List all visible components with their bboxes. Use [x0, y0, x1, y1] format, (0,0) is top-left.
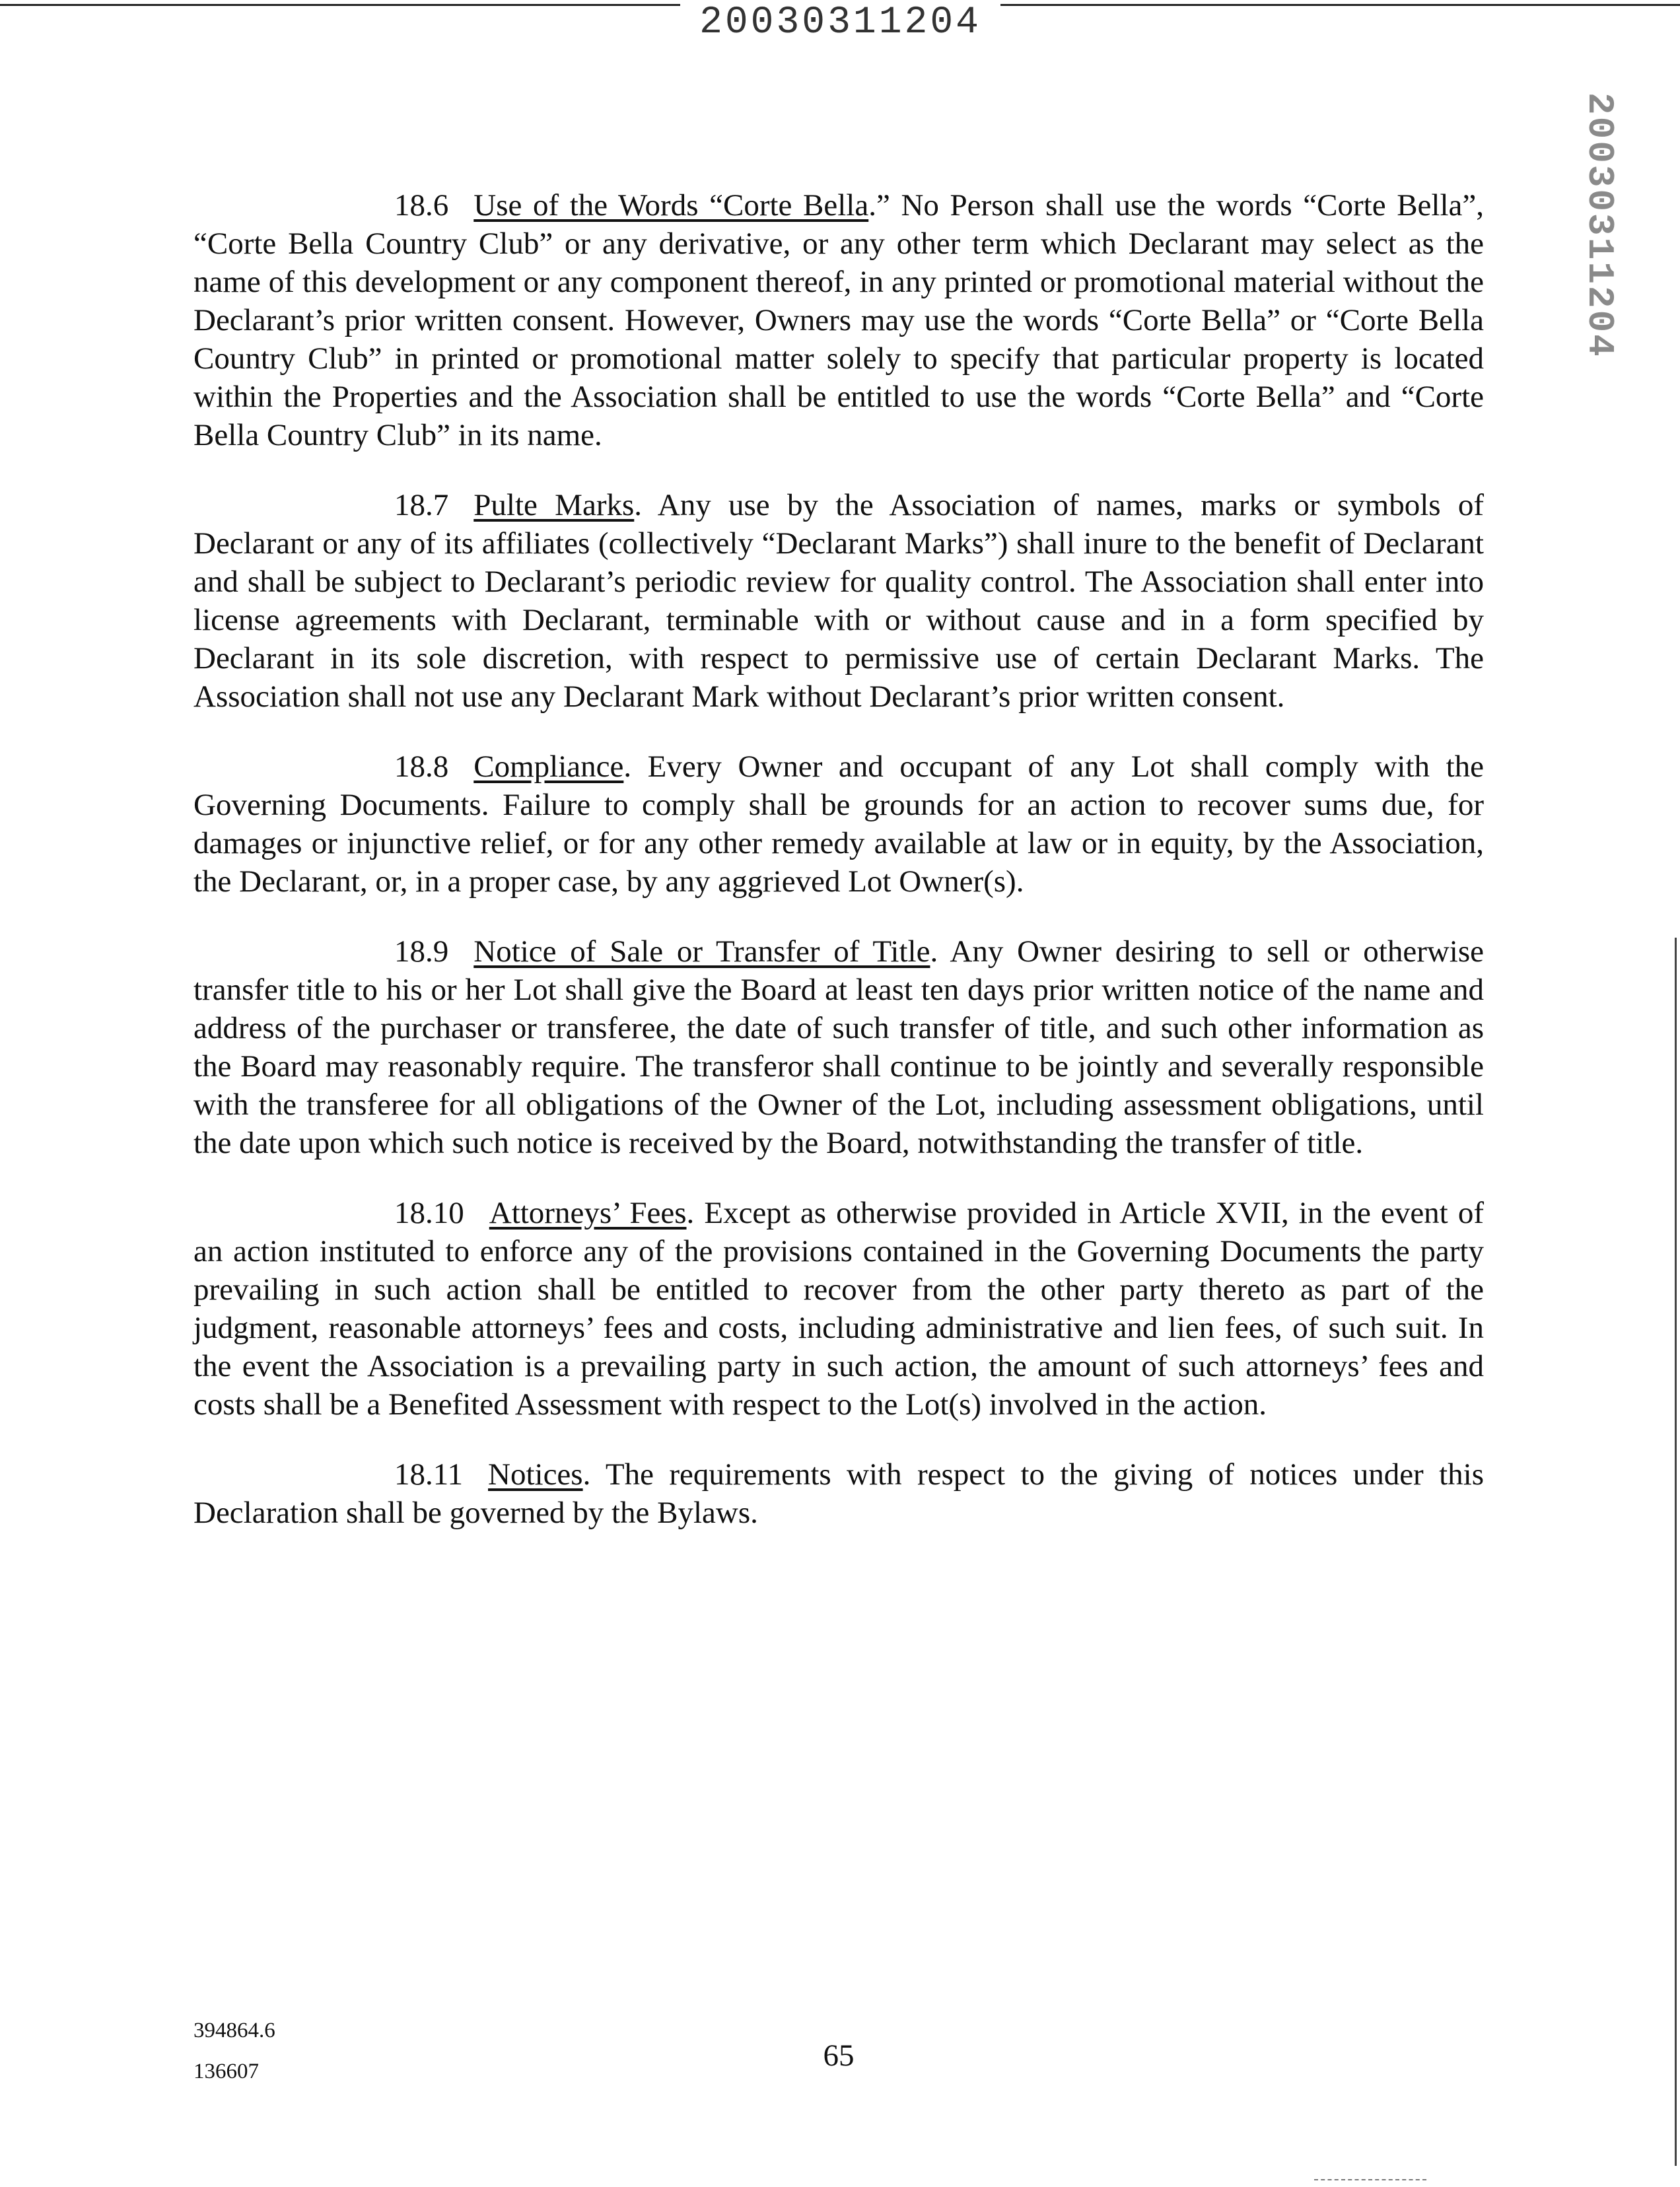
section-title: Notice of Sale or Transfer of Title: [473, 934, 930, 969]
section-18-7: [193, 486, 1484, 716]
recording-number: 20030311204: [699, 1, 981, 44]
section-number: 18.8: [394, 749, 449, 784]
header-rule-left: [0, 4, 680, 6]
doc-id-secondary: 136607: [193, 2060, 259, 2083]
section-18-8: [193, 747, 1484, 901]
section-body: . Any Owner desiring to sell or otherwise transfer title to his or her Lot shall give the Board at least ten days prior written notice of the name and address of the purchaser or transferee, the date of such transfer of title, and such other information as the Board may reasonably require. The transferor shall continue to be jointly and severally responsible with the transferee for all obligations of the Owner of the Lot, including assessment obligations, until the date upon which such notice is received by the Board, notwithstanding the transfer of title.: [193, 934, 1484, 1160]
section-body: . The requirements with respect to the giving of notices under this Declaration shall be governed by the Bylaws.: [193, 1457, 1484, 1530]
section-body: . Every Owner and occupant of any Lot shall comply with the Governing Documents. Failure to comply shall be grounds for an action to recover sums due, for damages or injunctive relief, or for any other remedy available at law or in equity, by the Association, the Declarant, or, in a proper case, by any aggrieved Lot Owner(s).: [193, 749, 1484, 899]
section-body: . Any use by the Association of names, marks or symbols of Declarant or any of its affiliates (collectively “Declarant Marks”) shall inure to the benefit of Declarant and shall be subject to Declarant’s periodic review for quality control. The Association shall enter into license agreements with Declarant, terminable with or without cause and in a form specified by Declarant in its sole discretion, with respect to permissive use of certain Declarant Marks. The Association shall not use any Declarant Mark without Declarant’s prior written consent.: [193, 488, 1485, 714]
side-stamp: 20030311204: [1578, 92, 1621, 359]
section-18-6: [193, 186, 1484, 454]
section-number: 18.6: [394, 188, 449, 223]
bottom-scan-mark: [1314, 2179, 1426, 2182]
page-number: 65: [823, 2038, 855, 2073]
section-title: Attorneys’ Fees: [489, 1196, 687, 1230]
section-18-9: [193, 932, 1484, 1162]
section-18-11: [193, 1455, 1484, 1532]
footer-doc-ids: [193, 2010, 275, 2092]
section-body: . Except as otherwise provided in Article XVII, in the event of an action instituted to enforce any of the provisions contained in the Governing Documents the party prevailing in such action shall be entitled to recover from the other party thereto as part of the judgment, reasonable attorneys’ fees and costs, including administrative and lien fees, of such suit. In the event the Association is a prevailing party in such action, the amount of such attorneys’ fees and costs shall be a Benefited Assessment with respect to the Lot(s) involved in the action.: [193, 1196, 1484, 1422]
document-body: [193, 186, 1484, 1564]
section-title: Compliance: [473, 749, 624, 784]
section-title: Notices: [488, 1457, 583, 1492]
section-body: .” No Person shall use the words “Corte Bella”, “Corte Bella Country Club” or any derivative, or any other term which Declarant may select as the name of this development or any component thereof, in any printed or promotional material without the Declarant’s prior written consent. However, Owners may use the words “Corte Bella” or “Corte Bella Country Club” in printed or promotional matter solely to specify that particular property is located within the Properties and the Association shall be entitled to use the words “Corte Bella” and “Corte Bella Country Club” in its name.: [193, 188, 1484, 452]
section-title: Use of the Words “Corte Bella: [473, 188, 869, 223]
section-title: Pulte Marks: [473, 488, 635, 522]
section-number: 18.10: [394, 1196, 464, 1230]
doc-id-primary: 394864.6: [193, 2019, 275, 2042]
page-edge-line: [1675, 938, 1677, 2166]
section-number: 18.11: [394, 1457, 464, 1492]
section-number: 18.9: [394, 934, 449, 969]
section-number: 18.7: [394, 488, 449, 522]
header-rule-right: [1000, 4, 1680, 6]
section-18-10: [193, 1194, 1484, 1424]
